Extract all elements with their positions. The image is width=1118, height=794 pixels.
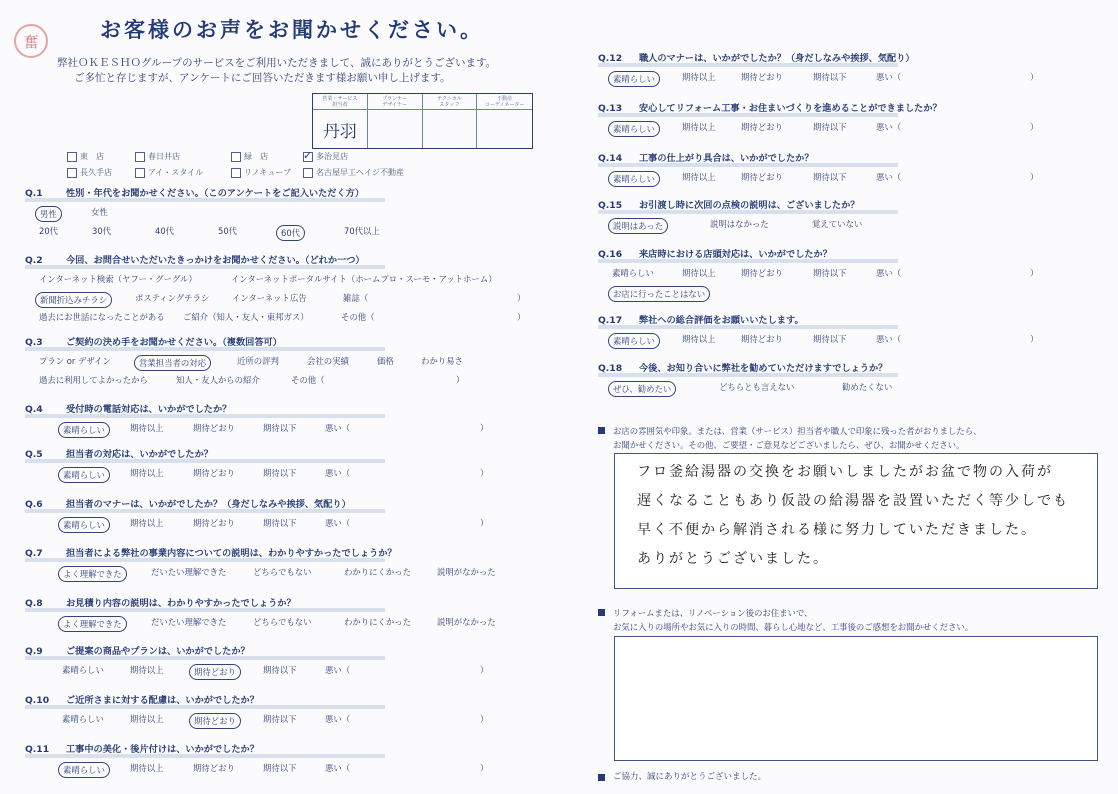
answer-option[interactable]: 悪い（ [876, 72, 902, 82]
answer-option[interactable]: 期待どおり [741, 72, 783, 82]
store-label: 名古屋早工ヘイジ不動産 [316, 168, 404, 177]
answer-option[interactable]: よく理解できた [58, 616, 127, 632]
question-number: Q.9 [25, 646, 43, 657]
staff-header-technical: テクニカル スタッフ [423, 94, 477, 110]
survey-intro [57, 56, 496, 86]
answer-option[interactable]: 男性 [35, 206, 62, 222]
question-text: 今後、お知り合いに弊社を勧めていただけますでしょうか？ [639, 363, 888, 374]
answer-option[interactable]: 営業担当者の対応 [134, 355, 211, 371]
store-label: アイ・スタイル [148, 168, 204, 177]
answer-option[interactable]: 70代以上 [344, 226, 380, 236]
question-text: 職人のマナーは、いかがでしたか？（身だしなみや挨拶、気配り） [639, 53, 915, 64]
answer-option[interactable]: 会社の実績 [307, 356, 349, 366]
checkbox-icon[interactable] [231, 168, 241, 178]
intro-line-1: 弊社ＯＫＥＳＨＯグループのサービスをご利用いただきまして、誠にありがとうございます。 [57, 57, 497, 69]
answer-option[interactable]: 期待以下 [813, 334, 847, 344]
answer-option[interactable]: 期待以下 [263, 518, 297, 528]
question-number: Q.16 [598, 249, 623, 260]
answer-option[interactable]: その他（ [291, 375, 325, 385]
answer-option[interactable]: 雑誌（ [343, 293, 369, 303]
question-block [25, 496, 595, 532]
answer-option[interactable]: 期待以上 [682, 268, 716, 278]
answer-option[interactable]: 期待以上 [682, 122, 716, 132]
question-number: Q.8 [25, 598, 43, 609]
question-number: Q.13 [598, 103, 623, 114]
staff-header-planner: プランナー デザイナー [368, 94, 422, 110]
answer-option[interactable]: ） [480, 665, 489, 675]
answer-option[interactable]: プラン or デザイン [39, 356, 111, 366]
answer-option[interactable]: 悪い（ [325, 423, 351, 433]
answer-option[interactable]: どちらでもない [253, 617, 312, 627]
question-block [598, 197, 1098, 233]
question-number: Q.14 [598, 153, 623, 164]
staff-header-sales: 営業・サービス 担当者 [313, 94, 367, 110]
answer-option[interactable]: 期待以上 [682, 72, 716, 82]
answer-option[interactable]: だいたい理解できた [151, 567, 227, 577]
store-selection [67, 151, 423, 178]
company-stamp-logo: 奮 [14, 24, 48, 58]
answer-option[interactable]: 期待以上 [682, 172, 716, 182]
staff-value-sales[interactable]: 丹羽 [322, 121, 357, 142]
question-number: Q.17 [598, 315, 623, 326]
answer-option[interactable]: 勧めたくない [842, 382, 893, 392]
answer-option[interactable]: 期待どおり [193, 468, 235, 478]
answer-option[interactable]: 悪い（ [325, 714, 351, 724]
answer-option[interactable]: 20代 [39, 226, 59, 236]
answer-option[interactable]: ） [1030, 122, 1039, 132]
store-label: 長久手店 [80, 168, 112, 177]
answer-option[interactable]: 期待以下 [813, 172, 847, 182]
answer-option[interactable]: ） [1030, 172, 1039, 182]
question-text: 工事の仕上がり具合は、いかがでしたか？ [639, 153, 814, 164]
staff-value-planner[interactable] [368, 110, 422, 148]
intro-line-2: ご多忙と存じますが、アンケートにご回答いただきます様お願い申し上げます。 [74, 72, 451, 84]
answer-option[interactable]: 期待どおり [741, 122, 783, 132]
store-option[interactable] [135, 151, 231, 162]
checkbox-icon[interactable] [67, 168, 77, 178]
question-block [25, 643, 595, 679]
question-number: Q.15 [598, 200, 623, 211]
answer-option[interactable]: 期待以上 [130, 423, 164, 433]
answer-option[interactable]: 期待以上 [130, 665, 164, 675]
answer-option[interactable]: ） [1030, 334, 1039, 344]
checkbox-icon[interactable] [303, 152, 313, 162]
question-number: Q.1 [25, 188, 43, 199]
answer-option[interactable]: 期待以下 [263, 468, 297, 478]
answer-option[interactable]: 近所の評判 [237, 356, 279, 366]
question-text: 安心してリフォーム工事・お住まいづくりを進めることができましたか？ [639, 103, 942, 114]
answer-option[interactable]: 素晴らしい [608, 121, 660, 137]
question-block [25, 252, 595, 326]
thanks-message: ご協力、誠にありがとうございました。 [598, 770, 766, 782]
answer-option[interactable]: 知人・友人からの紹介 [176, 375, 260, 385]
answer-option[interactable]: 期待以上 [130, 714, 164, 724]
question-text: ご契約の決め手をお聞かせください。（複数回答可） [66, 337, 282, 348]
answer-option[interactable]: 50代 [218, 226, 238, 236]
answer-option[interactable]: ポスティングチラシ [135, 293, 210, 303]
question-number: Q.3 [25, 337, 43, 348]
staff-header-realestate: 不動産 コーディネーター [477, 94, 532, 110]
question-text: お見積り内容の説明は、わかりやすかったでしょうか？ [66, 598, 296, 609]
answer-option[interactable]: 期待以上 [130, 518, 164, 528]
answer-option[interactable]: ） [480, 468, 489, 478]
answer-option[interactable]: 期待以下 [813, 268, 847, 278]
section-bullet-icon [598, 427, 605, 434]
question-block [25, 545, 595, 581]
question-number: Q.6 [25, 499, 43, 510]
answer-option[interactable]: 悪い（ [325, 665, 351, 675]
question-text: 担当者による弊社の事業内容についての説明は、わかりやすかったでしょうか？ [66, 548, 397, 559]
answer-option[interactable]: 期待以上 [130, 468, 164, 478]
answer-option[interactable]: どちらでもない [253, 567, 312, 577]
answer-option[interactable]: 説明はあった [608, 218, 668, 234]
store-option[interactable] [303, 167, 423, 178]
checkbox-icon[interactable] [67, 152, 77, 162]
answer-option[interactable]: 女性 [91, 207, 108, 217]
answer-option[interactable]: 素晴らしい [608, 71, 660, 87]
home-feedback-prompt: リフォームまたは、リノベーション後のお住まいで、 お気に入りの場所やお気に入りの時間、暮らし心地など、工事後のご感想をお聞かせください。 [613, 608, 974, 632]
answer-option[interactable]: だいたい理解できた [151, 617, 227, 627]
store-label: 多治見店 [316, 152, 348, 161]
answer-option[interactable]: 悪い（ [876, 172, 902, 182]
answer-option[interactable]: ） [1030, 72, 1039, 82]
question-text: 担当者のマナーは、いかがでしたか？（身だしなみや挨拶、気配り） [66, 499, 351, 510]
question-block [25, 595, 595, 631]
answer-option[interactable]: 期待どおり [189, 664, 241, 680]
answer-option[interactable]: 60代 [276, 225, 305, 241]
answer-option[interactable]: 30代 [92, 226, 112, 236]
store-option[interactable] [67, 151, 135, 162]
answer-option[interactable]: ） [517, 312, 526, 322]
home-feedback-section [598, 606, 1098, 634]
store-option[interactable] [231, 167, 303, 178]
impression-prompt: お店の雰囲気や印象。または、営業（サービス）担当者や職人で印象に残った者がおりましたら、 お聞かせください。その他、ご要望・ご意見などございましたら、ぜひ、お聞かせください。 [613, 426, 982, 450]
question-block [25, 185, 595, 240]
question-number: Q.10 [25, 695, 50, 706]
question-text: 受付時の電話対応は、いかがでしたか？ [66, 404, 232, 415]
store-label: 東 店 [80, 152, 104, 161]
answer-option[interactable]: お店に行ったことはない [608, 286, 710, 302]
answer-option[interactable]: 期待どおり [193, 423, 235, 433]
question-block [25, 334, 595, 389]
answer-option[interactable]: インターネット検索（ヤフー・グーグル） [39, 274, 197, 284]
question-block [25, 446, 595, 482]
staff-value-realestate[interactable] [477, 110, 532, 148]
store-label: 春日井店 [148, 152, 180, 161]
answer-option[interactable]: 期待以下 [263, 665, 297, 675]
answer-option[interactable]: インターネット広告 [232, 293, 307, 303]
answer-option[interactable]: 期待以下 [263, 763, 297, 773]
answer-option[interactable]: よく理解できた [58, 566, 127, 582]
answer-option[interactable]: 価格 [377, 356, 394, 366]
answer-option[interactable]: わかりにくかった [344, 567, 411, 577]
answer-option[interactable]: 過去に利用してよかったから [39, 375, 148, 385]
home-feedback-answer-box[interactable] [614, 636, 1098, 761]
answer-option[interactable]: 素晴らしい [58, 517, 110, 533]
question-number: Q.2 [25, 255, 43, 266]
store-label: リノキューブ [244, 168, 291, 177]
answer-option[interactable]: 説明がなかった [437, 617, 496, 627]
answer-option[interactable]: 期待どおり [741, 334, 783, 344]
answer-option[interactable]: 覚えていない [812, 219, 863, 229]
answer-option[interactable]: 悪い（ [876, 122, 902, 132]
answer-option[interactable]: 期待以上 [682, 334, 716, 344]
question-text: お引渡し時に次回の点検の説明は、ございましたか？ [639, 200, 860, 211]
answer-option[interactable]: ） [517, 293, 526, 303]
answer-option[interactable]: 説明がなかった [437, 567, 496, 577]
store-label: 緑 店 [244, 152, 268, 161]
question-text: ご近所さまに対する配慮は、いかがでしたか？ [66, 695, 259, 706]
answer-option[interactable]: インターネットポータルサイト（ホームプロ・スーモ・アットホーム） [231, 274, 497, 284]
answer-option[interactable]: 過去にお世話になったことがある [39, 312, 165, 322]
answer-option[interactable]: ） [480, 518, 489, 528]
answer-option[interactable]: 素晴らしい [612, 268, 654, 278]
answer-option[interactable]: ） [456, 375, 465, 385]
answer-option[interactable]: 期待どおり [193, 763, 235, 773]
question-number: Q.18 [598, 363, 623, 374]
answer-option[interactable]: 期待以下 [813, 72, 847, 82]
impression-answer: フロ釜給湯器の交換をお願いしましたがお盆で物の入荷が 遅くなることもあり仮設の給湯器を設置いただく等少しでも 早く不便から解消される様に努力していただきました。 ありがとうございました。 [637, 464, 1069, 567]
answer-option[interactable]: 期待どおり [741, 268, 783, 278]
question-block [598, 100, 1098, 136]
staff-assignment-box [312, 93, 533, 149]
answer-option[interactable]: 素晴らしい [608, 171, 660, 187]
answer-option[interactable]: ） [480, 714, 489, 724]
answer-option[interactable]: ご紹介（知人・友人・東邦ガス） [183, 312, 309, 322]
impression-section [598, 424, 1098, 452]
answer-option[interactable]: 悪い（ [325, 468, 351, 478]
question-text: 今回、お問合せいただいたきっかけをお聞かせください。（どれか一つ） [66, 255, 365, 266]
answer-option[interactable]: 期待以上 [130, 763, 164, 773]
question-text: 弊社への総合評価をお願いいたします。 [639, 315, 804, 326]
question-block [598, 312, 1098, 348]
answer-option[interactable]: 期待どおり [193, 518, 235, 528]
answer-option[interactable]: 悪い（ [876, 268, 902, 278]
answer-option[interactable]: 悪い（ [325, 763, 351, 773]
answer-option[interactable]: 素晴らしい [62, 714, 104, 724]
question-text: 性別・年代をお聞かせください。（このアンケートをご記入いただく方） [66, 188, 365, 199]
question-block [25, 692, 595, 728]
answer-option[interactable]: 説明はなかった [710, 219, 769, 229]
answer-option[interactable]: 素晴らしい [608, 333, 660, 349]
answer-option[interactable]: 素晴らしい [62, 665, 104, 675]
answer-option[interactable]: 期待どおり [741, 172, 783, 182]
answer-option[interactable]: 素晴らしい [58, 467, 110, 483]
question-block [598, 150, 1098, 186]
answer-option[interactable]: その他（ [341, 312, 375, 322]
question-block [598, 360, 1098, 396]
answer-option[interactable]: 期待どおり [189, 713, 241, 729]
question-text: 工事中の美化・後片付けは、いかがでしたか？ [66, 744, 259, 755]
answer-option[interactable]: 素晴らしい [58, 422, 110, 438]
question-block [598, 50, 1098, 86]
question-block [25, 741, 595, 777]
question-block [598, 246, 1098, 301]
answer-option[interactable]: わかりにくかった [344, 617, 411, 627]
survey-title: お客様のお声をお聞かせください。 [100, 18, 484, 42]
answer-option[interactable]: 40代 [155, 226, 175, 236]
staff-value-technical[interactable] [423, 110, 477, 148]
answer-option[interactable]: 悪い（ [876, 334, 902, 344]
answer-option[interactable]: ぜひ、勧めたい [608, 381, 676, 397]
answer-option[interactable]: ） [480, 423, 489, 433]
question-number: Q.11 [25, 744, 50, 755]
question-text: 担当者の対応は、いかがでしたか？ [66, 449, 213, 460]
question-number: Q.4 [25, 404, 43, 415]
question-number: Q.5 [25, 449, 43, 460]
answer-option[interactable]: 期待以下 [263, 714, 297, 724]
store-option[interactable] [303, 151, 423, 162]
answer-option[interactable]: 期待以下 [813, 122, 847, 132]
impression-answer-box[interactable] [614, 453, 1098, 589]
answer-option[interactable]: 悪い（ [325, 518, 351, 528]
answer-option[interactable]: ） [1030, 268, 1039, 278]
checkbox-icon[interactable] [231, 152, 241, 162]
checkbox-icon[interactable] [135, 168, 145, 178]
answer-option[interactable]: わかり易さ [421, 356, 463, 366]
checkbox-icon[interactable] [303, 168, 313, 178]
section-bullet-icon [598, 609, 605, 616]
store-option[interactable] [67, 167, 135, 178]
question-text: ご提案の商品やプランは、いかがでしたか？ [66, 646, 250, 657]
answer-option[interactable]: ） [480, 763, 489, 773]
question-block [25, 401, 595, 437]
section-bullet-icon [598, 774, 605, 781]
answer-option[interactable]: 期待以下 [263, 423, 297, 433]
question-number: Q.7 [25, 548, 43, 559]
question-number: Q.12 [598, 53, 623, 64]
store-option[interactable] [135, 167, 231, 178]
answer-option[interactable]: 素晴らしい [58, 762, 110, 778]
checkbox-icon[interactable] [135, 152, 145, 162]
store-option[interactable] [231, 151, 303, 162]
answer-option[interactable]: どちらとも言えない [719, 382, 795, 392]
question-text: 来店時における店頭対応は、いかがでしたか？ [639, 249, 832, 260]
answer-option[interactable]: 新聞折込みチラシ [35, 292, 112, 308]
